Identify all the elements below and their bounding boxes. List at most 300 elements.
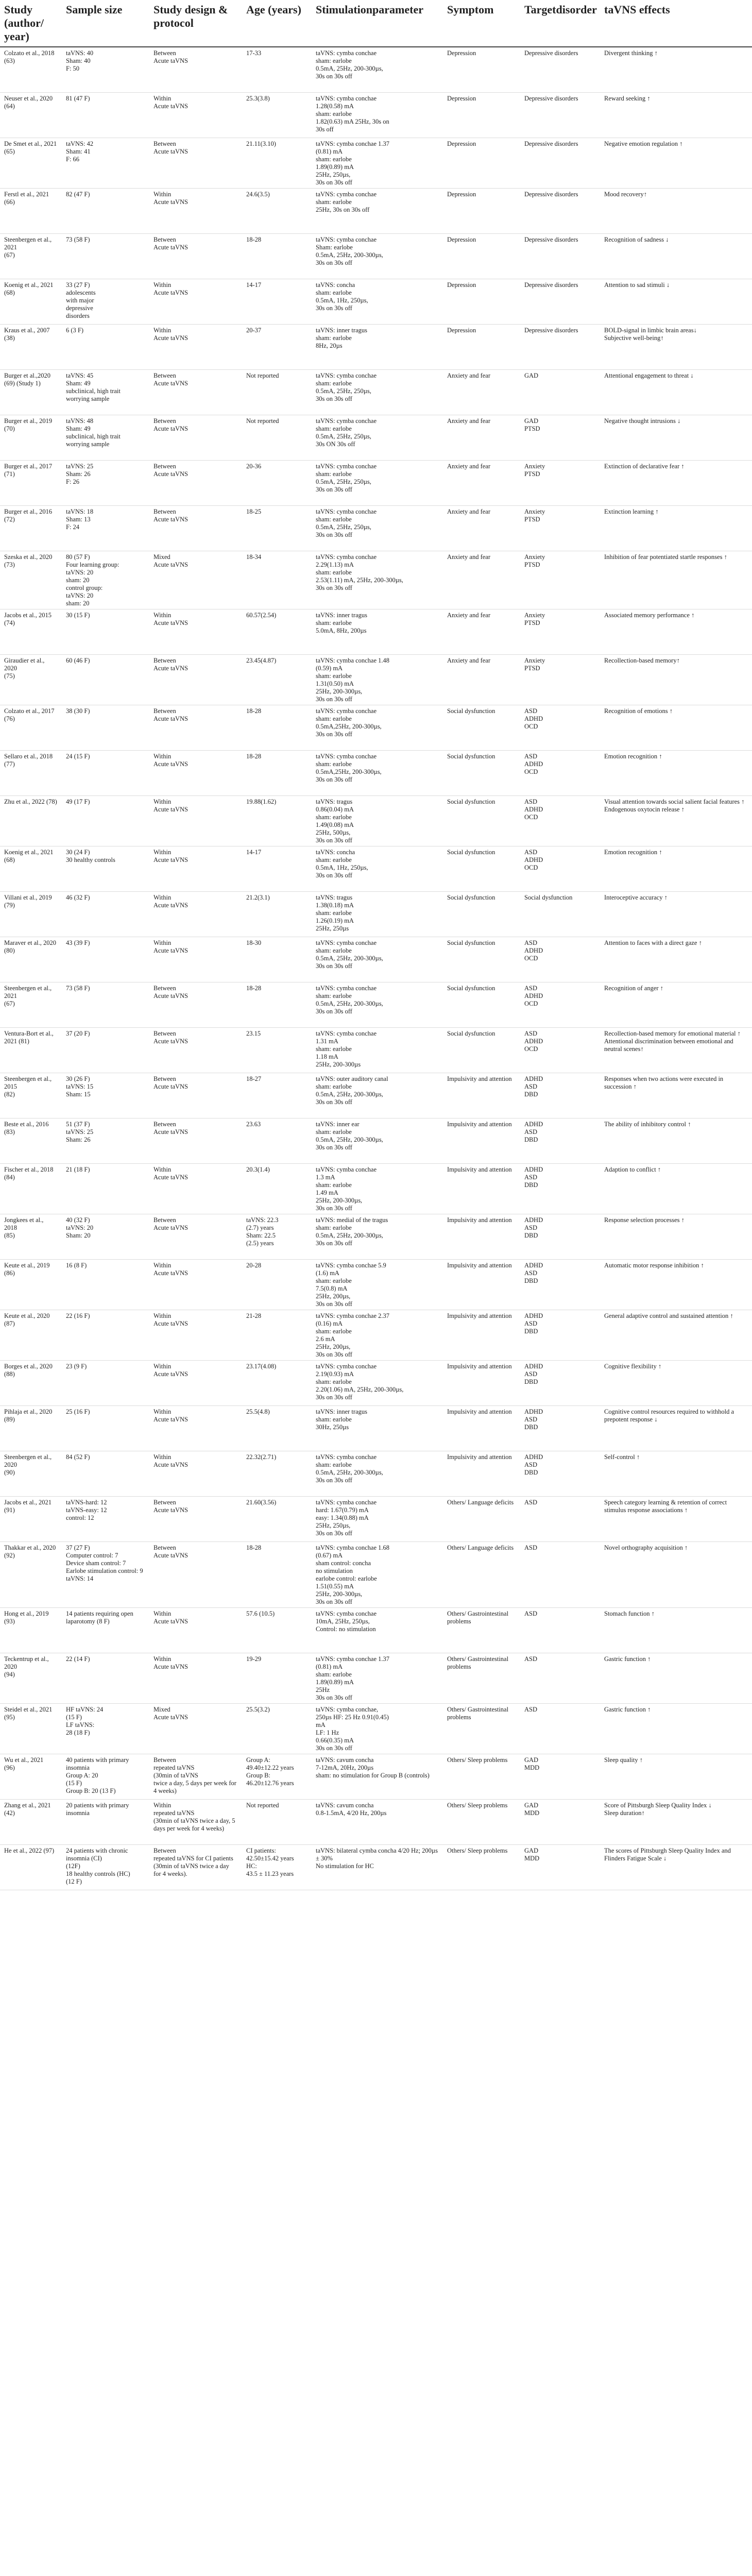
design-protocol-cell: Within Acute taVNS: [149, 1405, 242, 1451]
tavns-effects-cell: BOLD-signal in limbic brain areas↓ Subjective well-being↑: [600, 324, 752, 369]
study-cell: Ventura-Bort et al., 2021 (81): [0, 1027, 62, 1073]
tavns-effects-cell: Cognitive control resources required to withhold a prepotent response ↓: [600, 1405, 752, 1451]
study-cell: Keute et al., 2019 (86): [0, 1259, 62, 1310]
sample-size-cell: 16 (8 F): [62, 1259, 149, 1310]
table-row: [0, 1027, 752, 1073]
study-cell: Szeska et al., 2020 (73): [0, 551, 62, 609]
sample-size-cell: 49 (17 F): [62, 795, 149, 846]
symptom-cell: Anxiety and fear: [443, 609, 520, 654]
table-row: [0, 324, 752, 369]
stimulation-parameter-cell: taVNS: cymba conchae sham: earlobe 0.5mA, 25Hz, 200-300µs, 30s on 30s off: [312, 47, 443, 92]
symptom-cell: Depression: [443, 92, 520, 138]
tavns-effects-cell: Visual attention towards social salient facial features ↑ Endogenous oxytocin release ↑: [600, 795, 752, 846]
symptom-cell: Others/ Sleep problems: [443, 1799, 520, 1844]
table-row: [0, 460, 752, 505]
table-row: [0, 369, 752, 415]
sample-size-cell: 21 (18 F): [62, 1163, 149, 1214]
age-cell: 18-34: [242, 551, 312, 609]
stimulation-parameter-cell: taVNS: cymba conchae 1.28(0.58) mA sham: earlobe 1.82(0.63) mA 25Hz, 30s on 30s off: [312, 92, 443, 138]
target-disorder-cell: GAD PTSD: [520, 415, 600, 460]
stimulation-parameter-cell: taVNS: cavum concha 7-12mA, 20Hz, 200µs sham: no stimulation for Group B (controls): [312, 1754, 443, 1799]
tavns-effects-cell: Recollection-based memory for emotional material ↑ Attentional discrimination between emotional and neutral scenes↑: [600, 1027, 752, 1073]
tavns-effects-cell: Divergent thinking ↑: [600, 47, 752, 92]
symptom-cell: Others/ Sleep problems: [443, 1844, 520, 1890]
design-protocol-cell: Mixed Acute taVNS: [149, 551, 242, 609]
table-row: [0, 750, 752, 795]
symptom-cell: Anxiety and fear: [443, 460, 520, 505]
design-protocol-cell: Within Acute taVNS: [149, 1653, 242, 1703]
sample-size-cell: 24 (15 F): [62, 750, 149, 795]
sample-size-cell: taVNS-hard: 12 taVNS-easy: 12 control: 12: [62, 1496, 149, 1541]
stimulation-parameter-cell: taVNS: cymba conchae sham: earlobe 25Hz, 30s on 30s off: [312, 188, 443, 233]
design-protocol-cell: Between repeated taVNS (30min of taVNS twice a day, 5 days per week for 4 weeks): [149, 1754, 242, 1799]
age-cell: 18-30: [242, 937, 312, 982]
sample-size-cell: 30 (15 F): [62, 609, 149, 654]
design-protocol-cell: Between Acute taVNS: [149, 982, 242, 1027]
study-cell: Koenig et al., 2021 (68): [0, 846, 62, 891]
tavns-effects-cell: Extinction learning ↑: [600, 505, 752, 551]
target-disorder-cell: Depressive disorders: [520, 47, 600, 92]
symptom-cell: Social dysfunction: [443, 750, 520, 795]
table-row: [0, 233, 752, 279]
design-protocol-cell: Between repeated taVNS for CI patients (30min of taVNS twice a day for 4 weeks).: [149, 1844, 242, 1890]
design-protocol-cell: Between Acute taVNS: [149, 1027, 242, 1073]
target-disorder-cell: Anxiety PTSD: [520, 609, 600, 654]
target-disorder-cell: Depressive disorders: [520, 188, 600, 233]
stimulation-parameter-cell: taVNS: cymba conchae sham: earlobe 0.5mA, 25Hz, 250µs, 30s on 30s off: [312, 460, 443, 505]
sample-size-cell: taVNS: 45 Sham: 49 subclinical, high trait worrying sample: [62, 369, 149, 415]
symptom-cell: Others/ Gastrointestinal problems: [443, 1653, 520, 1703]
stimulation-parameter-cell: taVNS: cymba conchae 1.68 (0.67) mA sham control: concha no stimulation earlobe control: earlobe 1.51(0.55) mA 25Hz, 200-300µs, 30s on 30s off: [312, 1541, 443, 1607]
design-protocol-cell: Within Acute taVNS: [149, 795, 242, 846]
study-cell: Steidel et al., 2021 (95): [0, 1703, 62, 1754]
sample-size-cell: taVNS: 18 Sham: 13 F: 24: [62, 505, 149, 551]
table-row: [0, 846, 752, 891]
study-cell: Colzato et al., 2018 (63): [0, 47, 62, 92]
table-row: [0, 1310, 752, 1360]
design-protocol-cell: Between Acute taVNS: [149, 705, 242, 750]
tavns-effects-cell: Recognition of sadness ↓: [600, 233, 752, 279]
age-cell: 20-28: [242, 1259, 312, 1310]
sample-size-cell: 82 (47 F): [62, 188, 149, 233]
design-protocol-cell: Between Acute taVNS: [149, 1496, 242, 1541]
stimulation-parameter-cell: taVNS: cymba conchae 2.37 (0.16) mA sham: earlobe 2.6 mA 25Hz, 200µs, 30s on 30s off: [312, 1310, 443, 1360]
stimulation-parameter-cell: taVNS: cymba conchae 1.37 (0.81) mA sham: earlobe 1.89(0.89) mA 25Hz 30s on 30s off: [312, 1653, 443, 1703]
stimulation-parameter-cell: taVNS: cymba conchae sham: earlobe 0.5mA, 25Hz, 250µs, 30s ON 30s off: [312, 415, 443, 460]
stimulation-parameter-cell: taVNS: inner ear sham: earlobe 0.5mA, 25Hz, 200-300µs, 30s on 30s off: [312, 1118, 443, 1163]
sample-size-cell: taVNS: 40 Sham: 40 F: 50: [62, 47, 149, 92]
sample-size-cell: 73 (58 F): [62, 982, 149, 1027]
tavns-effects-cell: Reward seeking ↑: [600, 92, 752, 138]
table-row: [0, 1360, 752, 1405]
study-cell: Thakkar et al., 2020 (92): [0, 1541, 62, 1607]
age-cell: Not reported: [242, 1799, 312, 1844]
table-body: [0, 47, 752, 1890]
design-protocol-cell: Between Acute taVNS: [149, 1118, 242, 1163]
column-header-symptom: Symptom: [443, 0, 520, 47]
symptom-cell: Social dysfunction: [443, 846, 520, 891]
design-protocol-cell: Within Acute taVNS: [149, 324, 242, 369]
tavns-effects-cell: Interoceptive accuracy ↑: [600, 891, 752, 937]
study-cell: Teckentrup et al., 2020 (94): [0, 1653, 62, 1703]
target-disorder-cell: ADHD ASD DBD: [520, 1073, 600, 1118]
table-row: [0, 1607, 752, 1653]
stimulation-parameter-cell: taVNS: outer auditory canal sham: earlobe 0.5mA, 25Hz, 200-300µs, 30s on 30s off: [312, 1073, 443, 1118]
design-protocol-cell: Within Acute taVNS: [149, 1607, 242, 1653]
table-row: [0, 705, 752, 750]
age-cell: 24.6(3.5): [242, 188, 312, 233]
design-protocol-cell: Within Acute taVNS: [149, 937, 242, 982]
symptom-cell: Others/ Gastrointestinal problems: [443, 1607, 520, 1653]
study-cell: Steenbergen et al., 2020 (90): [0, 1451, 62, 1496]
symptom-cell: Social dysfunction: [443, 982, 520, 1027]
symptom-cell: Depression: [443, 47, 520, 92]
age-cell: 21-28: [242, 1310, 312, 1360]
symptom-cell: Depression: [443, 233, 520, 279]
study-cell: Maraver et al., 2020 (80): [0, 937, 62, 982]
table-row: [0, 609, 752, 654]
symptom-cell: Depression: [443, 324, 520, 369]
age-cell: 21.11(3.10): [242, 138, 312, 188]
study-cell: Borges et al., 2020 (88): [0, 1360, 62, 1405]
age-cell: 20-37: [242, 324, 312, 369]
tavns-effects-cell: Adaption to conflict ↑: [600, 1163, 752, 1214]
symptom-cell: Impulsivity and attention: [443, 1259, 520, 1310]
stimulation-parameter-cell: taVNS: cymba conchae sham: earlobe 0.5mA, 25Hz, 250µs, 30s on 30s off: [312, 505, 443, 551]
design-protocol-cell: Between Acute taVNS: [149, 1541, 242, 1607]
symptom-cell: Depression: [443, 188, 520, 233]
sample-size-cell: 37 (20 F): [62, 1027, 149, 1073]
tavns-effects-cell: Score of Pittsburgh Sleep Quality Index ↓ Sleep duration↑: [600, 1799, 752, 1844]
column-header-age: Age (years): [242, 0, 312, 47]
sample-size-cell: 33 (27 F) adolescents with major depressive disorders: [62, 279, 149, 324]
tavns-effects-cell: The ability of inhibitory control ↑: [600, 1118, 752, 1163]
stimulation-parameter-cell: taVNS: cymba conchae 1.48 (0.59) mA sham: earlobe 1.31(0.50) mA 25Hz, 200-300µs, 30s on 30s off: [312, 654, 443, 705]
design-protocol-cell: Between Acute taVNS: [149, 369, 242, 415]
column-header-stimulation-parameter: Stimulationparameter: [312, 0, 443, 47]
stimulation-parameter-cell: taVNS: cymba conchae sham: earlobe 0.5mA, 25Hz, 200-300µs, 30s on 30s off: [312, 937, 443, 982]
symptom-cell: Social dysfunction: [443, 795, 520, 846]
table-row: [0, 279, 752, 324]
target-disorder-cell: ADHD ASD DBD: [520, 1214, 600, 1259]
design-protocol-cell: Between Acute taVNS: [149, 1073, 242, 1118]
design-protocol-cell: Within Acute taVNS: [149, 188, 242, 233]
symptom-cell: Social dysfunction: [443, 1027, 520, 1073]
tavns-effects-cell: Inhibition of fear potentiated startle responses ↑: [600, 551, 752, 609]
design-protocol-cell: Between Acute taVNS: [149, 138, 242, 188]
study-cell: Burger et al., 2017 (71): [0, 460, 62, 505]
table-row: [0, 1073, 752, 1118]
target-disorder-cell: ASD ADHD OCD: [520, 982, 600, 1027]
target-disorder-cell: ASD ADHD OCD: [520, 705, 600, 750]
design-protocol-cell: Between Acute taVNS: [149, 233, 242, 279]
target-disorder-cell: ASD: [520, 1607, 600, 1653]
stimulation-parameter-cell: taVNS: cymba conchae sham: earlobe 0.5mA,25Hz, 200-300µs, 30s on 30s off: [312, 750, 443, 795]
age-cell: 23.45(4.87): [242, 654, 312, 705]
target-disorder-cell: Anxiety PTSD: [520, 551, 600, 609]
tavns-effects-cell: Attention to faces with a direct gaze ↑: [600, 937, 752, 982]
target-disorder-cell: Social dysfunction: [520, 891, 600, 937]
age-cell: 18-28: [242, 750, 312, 795]
target-disorder-cell: GAD MDD: [520, 1799, 600, 1844]
target-disorder-cell: ASD ADHD OCD: [520, 795, 600, 846]
design-protocol-cell: Within Acute taVNS: [149, 1451, 242, 1496]
sample-size-cell: 30 (26 F) taVNS: 15 Sham: 15: [62, 1073, 149, 1118]
column-header-target-disorder: Targetdisorder: [520, 0, 600, 47]
sample-size-cell: 84 (52 F): [62, 1451, 149, 1496]
design-protocol-cell: Within Acute taVNS: [149, 846, 242, 891]
symptom-cell: Social dysfunction: [443, 891, 520, 937]
symptom-cell: Others/ Sleep problems: [443, 1754, 520, 1799]
sample-size-cell: 51 (37 F) taVNS: 25 Sham: 26: [62, 1118, 149, 1163]
study-cell: He et al., 2022 (97): [0, 1844, 62, 1890]
sample-size-cell: 40 (32 F) taVNS: 20 Sham: 20: [62, 1214, 149, 1259]
sample-size-cell: 80 (57 F) Four learning group: taVNS: 20 sham: 20 control group: taVNS: 20 sham: 20: [62, 551, 149, 609]
symptom-cell: Social dysfunction: [443, 937, 520, 982]
sample-size-cell: 60 (46 F): [62, 654, 149, 705]
symptom-cell: Anxiety and fear: [443, 369, 520, 415]
target-disorder-cell: ADHD ASD DBD: [520, 1360, 600, 1405]
stimulation-parameter-cell: taVNS: inner tragus sham: earlobe 8Hz, 20µs: [312, 324, 443, 369]
table-row: [0, 47, 752, 92]
age-cell: 18-28: [242, 1541, 312, 1607]
tavns-effects-cell: Emotion recognition ↑: [600, 750, 752, 795]
stimulation-parameter-cell: taVNS: concha sham: earlobe 0.5mA, 1Hz, 250µs, 30s on 30s off: [312, 279, 443, 324]
age-cell: 17-33: [242, 47, 312, 92]
target-disorder-cell: GAD: [520, 369, 600, 415]
target-disorder-cell: GAD MDD: [520, 1844, 600, 1890]
study-cell: Burger et al., 2016 (72): [0, 505, 62, 551]
target-disorder-cell: ADHD ASD DBD: [520, 1310, 600, 1360]
stimulation-parameter-cell: taVNS: concha sham: earlobe 0.5mA, 1Hz, 250µs, 30s on 30s off: [312, 846, 443, 891]
sample-size-cell: 6 (3 F): [62, 324, 149, 369]
design-protocol-cell: Within repeated taVNS (30min of taVNS twice a day, 5 days per week for 4 weeks): [149, 1799, 242, 1844]
table-row: [0, 937, 752, 982]
study-cell: Wu et al., 2021 (96): [0, 1754, 62, 1799]
tavns-effects-cell: Recognition of emotions ↑: [600, 705, 752, 750]
tavns-effects-cell: Gastric function ↑: [600, 1653, 752, 1703]
design-protocol-cell: Mixed Acute taVNS: [149, 1703, 242, 1754]
age-cell: 14-17: [242, 279, 312, 324]
sample-size-cell: 38 (30 F): [62, 705, 149, 750]
symptom-cell: Impulsivity and attention: [443, 1405, 520, 1451]
tavns-effects-cell: Negative thought intrusions ↓: [600, 415, 752, 460]
age-cell: 57.6 (10.5): [242, 1607, 312, 1653]
target-disorder-cell: ASD: [520, 1496, 600, 1541]
symptom-cell: Impulsivity and attention: [443, 1163, 520, 1214]
study-cell: Sellaro et al., 2018 (77): [0, 750, 62, 795]
age-cell: 60.57(2.54): [242, 609, 312, 654]
table-row: [0, 1118, 752, 1163]
target-disorder-cell: ADHD ASD DBD: [520, 1118, 600, 1163]
age-cell: 20-36: [242, 460, 312, 505]
design-protocol-cell: Between Acute taVNS: [149, 415, 242, 460]
column-header-tavns-effects: taVNS effects: [600, 0, 752, 47]
study-cell: Koenig et al., 2021 (68): [0, 279, 62, 324]
target-disorder-cell: ASD: [520, 1541, 600, 1607]
tavns-effects-cell: Response selection processes ↑: [600, 1214, 752, 1259]
age-cell: taVNS: 22.3 (2.7) years Sham: 22.5 (2.5) years: [242, 1214, 312, 1259]
table-row: [0, 415, 752, 460]
stimulation-parameter-cell: taVNS: cymba conchae sham: earlobe 0.5mA, 25Hz, 200-300µs, 30s on 30s off: [312, 1451, 443, 1496]
table-row: [0, 1259, 752, 1310]
table-row: [0, 891, 752, 937]
symptom-cell: Others/ Language deficits: [443, 1496, 520, 1541]
design-protocol-cell: Between Acute taVNS: [149, 654, 242, 705]
design-protocol-cell: Between Acute taVNS: [149, 1214, 242, 1259]
design-protocol-cell: Within Acute taVNS: [149, 609, 242, 654]
sample-size-cell: 46 (32 F): [62, 891, 149, 937]
symptom-cell: Impulsivity and attention: [443, 1118, 520, 1163]
design-protocol-cell: Within Acute taVNS: [149, 1163, 242, 1214]
stimulation-parameter-cell: taVNS: cymba conchae 1.37 (0.81) mA sham: earlobe 1.89(0.89) mA 25Hz, 250µs, 30s on 30s off: [312, 138, 443, 188]
sample-size-cell: 81 (47 F): [62, 92, 149, 138]
tavns-effects-cell: Novel orthography acquisition ↑: [600, 1541, 752, 1607]
study-cell: Beste et al., 2016 (83): [0, 1118, 62, 1163]
study-cell: Zhang et al., 2021 (42): [0, 1799, 62, 1844]
stimulation-parameter-cell: taVNS: cymba conchae 2.19(0.93) mA sham: earlobe 2.20(1.06) mA, 25Hz, 200-300µs, 30s on 30s off: [312, 1360, 443, 1405]
table-row: [0, 1703, 752, 1754]
table-row: [0, 505, 752, 551]
study-cell: Pihlaja et al., 2020 (89): [0, 1405, 62, 1451]
stimulation-parameter-cell: taVNS: inner tragus sham: earlobe 30Hz, 250µs: [312, 1405, 443, 1451]
sample-size-cell: 25 (16 F): [62, 1405, 149, 1451]
study-cell: Neuser et al., 2020 (64): [0, 92, 62, 138]
symptom-cell: Anxiety and fear: [443, 505, 520, 551]
age-cell: 18-28: [242, 982, 312, 1027]
sample-size-cell: 37 (27 F) Computer control: 7 Device sham control: 7 Earlobe stimulation control: 9 taVNS: 14: [62, 1541, 149, 1607]
symptom-cell: Impulsivity and attention: [443, 1360, 520, 1405]
sample-size-cell: taVNS: 48 Sham: 49 subclinical, high trait worrying sample: [62, 415, 149, 460]
age-cell: 14-17: [242, 846, 312, 891]
tavns-effects-cell: Emotion recognition ↑: [600, 846, 752, 891]
symptom-cell: Impulsivity and attention: [443, 1073, 520, 1118]
symptom-cell: Anxiety and fear: [443, 551, 520, 609]
target-disorder-cell: ADHD ASD DBD: [520, 1163, 600, 1214]
table-row: [0, 1754, 752, 1799]
sample-size-cell: 24 patients with chronic insomnia (CI) (12F) 18 healthy controls (HC) (12 F): [62, 1844, 149, 1890]
target-disorder-cell: Anxiety PTSD: [520, 654, 600, 705]
target-disorder-cell: ASD: [520, 1703, 600, 1754]
study-cell: Colzato et al., 2017 (76): [0, 705, 62, 750]
symptom-cell: Anxiety and fear: [443, 654, 520, 705]
sample-size-cell: 43 (39 F): [62, 937, 149, 982]
target-disorder-cell: Anxiety PTSD: [520, 505, 600, 551]
table-row: [0, 138, 752, 188]
design-protocol-cell: Between Acute taVNS: [149, 505, 242, 551]
design-protocol-cell: Between Acute taVNS: [149, 47, 242, 92]
study-cell: Jacobs et al., 2015 (74): [0, 609, 62, 654]
age-cell: 18-27: [242, 1073, 312, 1118]
target-disorder-cell: ASD ADHD OCD: [520, 750, 600, 795]
symptom-cell: Impulsivity and attention: [443, 1451, 520, 1496]
sample-size-cell: taVNS: 25 Sham: 26 F: 26: [62, 460, 149, 505]
stimulation-parameter-cell: taVNS: medial of the tragus sham: earlobe 0.5mA, 25Hz, 200-300µs, 30s on 30s off: [312, 1214, 443, 1259]
stimulation-parameter-cell: taVNS: cymba conchae sham: earlobe 0.5mA, 25Hz, 250µs, 30s on 30s off: [312, 369, 443, 415]
sample-size-cell: 23 (9 F): [62, 1360, 149, 1405]
age-cell: 23.17(4.08): [242, 1360, 312, 1405]
table-row: [0, 654, 752, 705]
table-row: [0, 1405, 752, 1451]
table-header-row: [0, 0, 752, 47]
target-disorder-cell: ASD: [520, 1653, 600, 1703]
table-row: [0, 795, 752, 846]
study-cell: Kraus et al., 2007 (38): [0, 324, 62, 369]
study-cell: Zhu et al., 2022 (78): [0, 795, 62, 846]
table-row: [0, 188, 752, 233]
tavns-effects-cell: Sleep quality ↑: [600, 1754, 752, 1799]
tavns-effects-cell: Stomach function ↑: [600, 1607, 752, 1653]
stimulation-parameter-cell: taVNS: cymba conchae 5.9 (1.6) mA sham: earlobe 7.5(0.8) mA 25Hz, 200µs, 30s on 30s off: [312, 1259, 443, 1310]
symptom-cell: Impulsivity and attention: [443, 1214, 520, 1259]
symptom-cell: Depression: [443, 279, 520, 324]
study-cell: Hong et al., 2019 (93): [0, 1607, 62, 1653]
target-disorder-cell: ASD ADHD OCD: [520, 1027, 600, 1073]
tavns-effects-cell: Gastric function ↑: [600, 1703, 752, 1754]
study-cell: Burger et al.,2020 (69) (Study 1): [0, 369, 62, 415]
column-header-sample-size: Sample size: [62, 0, 149, 47]
stimulation-parameter-cell: taVNS: cymba conchae sham: earlobe 0.5mA,25Hz, 200-300µs, 30s on 30s off: [312, 705, 443, 750]
sample-size-cell: 40 patients with primary insomnia Group A: 20 (15 F) Group B: 20 (13 F): [62, 1754, 149, 1799]
tavns-effects-cell: Recollection-based memory↑: [600, 654, 752, 705]
target-disorder-cell: ADHD ASD DBD: [520, 1451, 600, 1496]
stimulation-parameter-cell: taVNS: bilateral cymba concha 4/20 Hz; 200µs ± 30% No stimulation for HC: [312, 1844, 443, 1890]
target-disorder-cell: ASD ADHD OCD: [520, 846, 600, 891]
age-cell: Not reported: [242, 415, 312, 460]
age-cell: 23.15: [242, 1027, 312, 1073]
age-cell: 25.3(3.8): [242, 92, 312, 138]
tavns-effects-cell: Cognitive flexibility ↑: [600, 1360, 752, 1405]
design-protocol-cell: Within Acute taVNS: [149, 92, 242, 138]
target-disorder-cell: ADHD ASD DBD: [520, 1259, 600, 1310]
age-cell: Not reported: [242, 369, 312, 415]
age-cell: CI patients: 42.50±15.42 years HC: 43.5 ± 11.23 years: [242, 1844, 312, 1890]
symptom-cell: Depression: [443, 138, 520, 188]
target-disorder-cell: Depressive disorders: [520, 324, 600, 369]
symptom-cell: Others/ Language deficits: [443, 1541, 520, 1607]
study-cell: Fischer et al., 2018 (84): [0, 1163, 62, 1214]
table-row: [0, 982, 752, 1027]
age-cell: 25.5(3.2): [242, 1703, 312, 1754]
study-cell: Steenbergen et al., 2021 (67): [0, 233, 62, 279]
sample-size-cell: 14 patients requiring open laparotomy (8 F): [62, 1607, 149, 1653]
tavns-effects-cell: Attention to sad stimuli ↓: [600, 279, 752, 324]
target-disorder-cell: Depressive disorders: [520, 138, 600, 188]
table-row: [0, 92, 752, 138]
stimulation-parameter-cell: taVNS: cymba conchae sham: earlobe 0.5mA, 25Hz, 200-300µs, 30s on 30s off: [312, 982, 443, 1027]
stimulation-parameter-cell: taVNS: cymba conchae hard: 1.67(0.79) mA easy: 1.34(0.88) mA 25Hz, 250µs, 30s on 30s off: [312, 1496, 443, 1541]
tavns-effects-cell: Mood recovery↑: [600, 188, 752, 233]
design-protocol-cell: Between Acute taVNS: [149, 460, 242, 505]
tavns-effects-cell: General adaptive control and sustained attention ↑: [600, 1310, 752, 1360]
age-cell: 19.88(1.62): [242, 795, 312, 846]
tavns-effects-cell: Associated memory performance ↑: [600, 609, 752, 654]
study-cell: Jacobs et al., 2021 (91): [0, 1496, 62, 1541]
design-protocol-cell: Within Acute taVNS: [149, 1310, 242, 1360]
symptom-cell: Anxiety and fear: [443, 415, 520, 460]
symptom-cell: Others/ Gastrointestinal problems: [443, 1703, 520, 1754]
stimulation-parameter-cell: taVNS: cymba conchae Sham: earlobe 0.5mA, 25Hz, 200-300µs, 30s on 30s off: [312, 233, 443, 279]
age-cell: 20.3(1.4): [242, 1163, 312, 1214]
age-cell: 21.60(3.56): [242, 1496, 312, 1541]
stimulation-parameter-cell: taVNS: cymba conchae 2.29(1.13) mA sham: earlobe 2.53(1.11) mA, 25Hz, 200-300µs, 30s on 30s off: [312, 551, 443, 609]
study-cell: Ferstl et al., 2021 (66): [0, 188, 62, 233]
tavns-effects-cell: Negative emotion regulation ↑: [600, 138, 752, 188]
age-cell: Group A: 49.40±12.22 years Group B: 46.20±12.76 years: [242, 1754, 312, 1799]
table-row: [0, 1214, 752, 1259]
target-disorder-cell: GAD MDD: [520, 1754, 600, 1799]
stimulation-parameter-cell: taVNS: tragus 1.38(0.18) mA sham: earlobe 1.26(0.19) mA 25Hz, 250µs: [312, 891, 443, 937]
